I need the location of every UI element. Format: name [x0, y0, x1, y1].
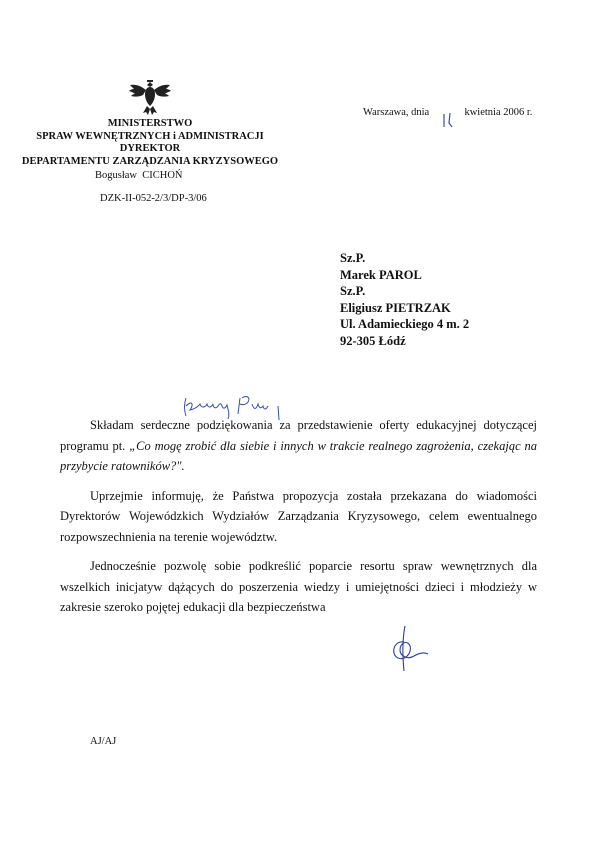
paragraph-1-text: Składam serdeczne podziękowania za przedstawienie oferty edukacyjnej dotyczącej programu pt. [60, 418, 537, 453]
ministry-line: SPRAW WEWNĘTRZNYCH i ADMINISTRACJI [36, 130, 264, 142]
letter-body [60, 415, 537, 627]
date-suffix: kwietnia 2006 r. [464, 107, 533, 118]
letter-date [363, 107, 532, 118]
director-name: Bogusław CICHOŃ [95, 170, 183, 181]
reference-number: DZK-II-052-2/3/DP-3/06 [100, 193, 207, 204]
polish-eagle-emblem-icon [125, 78, 175, 118]
typist-initials: AJ/AJ [90, 736, 117, 747]
body-paragraph-2: Uprzejmie informuję, że Państwa propozycja została przekazana do wiadomości Dyrektorów Wojewódzkich Wydziałów Zarządzania Kryzysowego, celem ewentualnego rozpowszechnienia na terenie województw. [60, 488, 537, 544]
ministry-line: DYREKTOR [119, 143, 181, 154]
body-paragraph-3: Jednocześnie pozwolę sobie podkreślić poparcie resortu spraw wewnętrznych dla wszelkich inicjatyw dążących do poszerzenia wiedzy i umiejętności dzieci i młodzieży w zakresie szeroko pojętej edukacji dla bezpieczeństwa [60, 559, 537, 614]
recipient-line: Marek PAROL [340, 267, 422, 282]
ministry-line: MINISTERSTWO [107, 118, 193, 129]
recipient-line: Sz.P. [340, 251, 366, 265]
recipient-line: Ul. Adamieckiego 4 m. 2 [340, 317, 470, 331]
body-paragraph-1 [60, 415, 537, 477]
handwritten-signature-icon [385, 622, 430, 682]
ministry-line: DEPARTAMENTU ZARZĄDZANIA KRYZYSOWEGO [21, 155, 279, 167]
recipient-address [340, 250, 469, 349]
program-title-quote: „Co mogę zrobić dla siebie i innych w trakcie realnego zagrożenia, czekając na przybycie ratowników?". [60, 438, 537, 473]
recipient-line: 92-305 Łódź [340, 333, 406, 348]
date-prefix: Warszawa, dnia [363, 107, 430, 118]
ministry-header [20, 118, 280, 168]
recipient-line: Sz.P. [340, 284, 366, 298]
recipient-line: Eligiusz PIETRZAK [340, 300, 451, 315]
